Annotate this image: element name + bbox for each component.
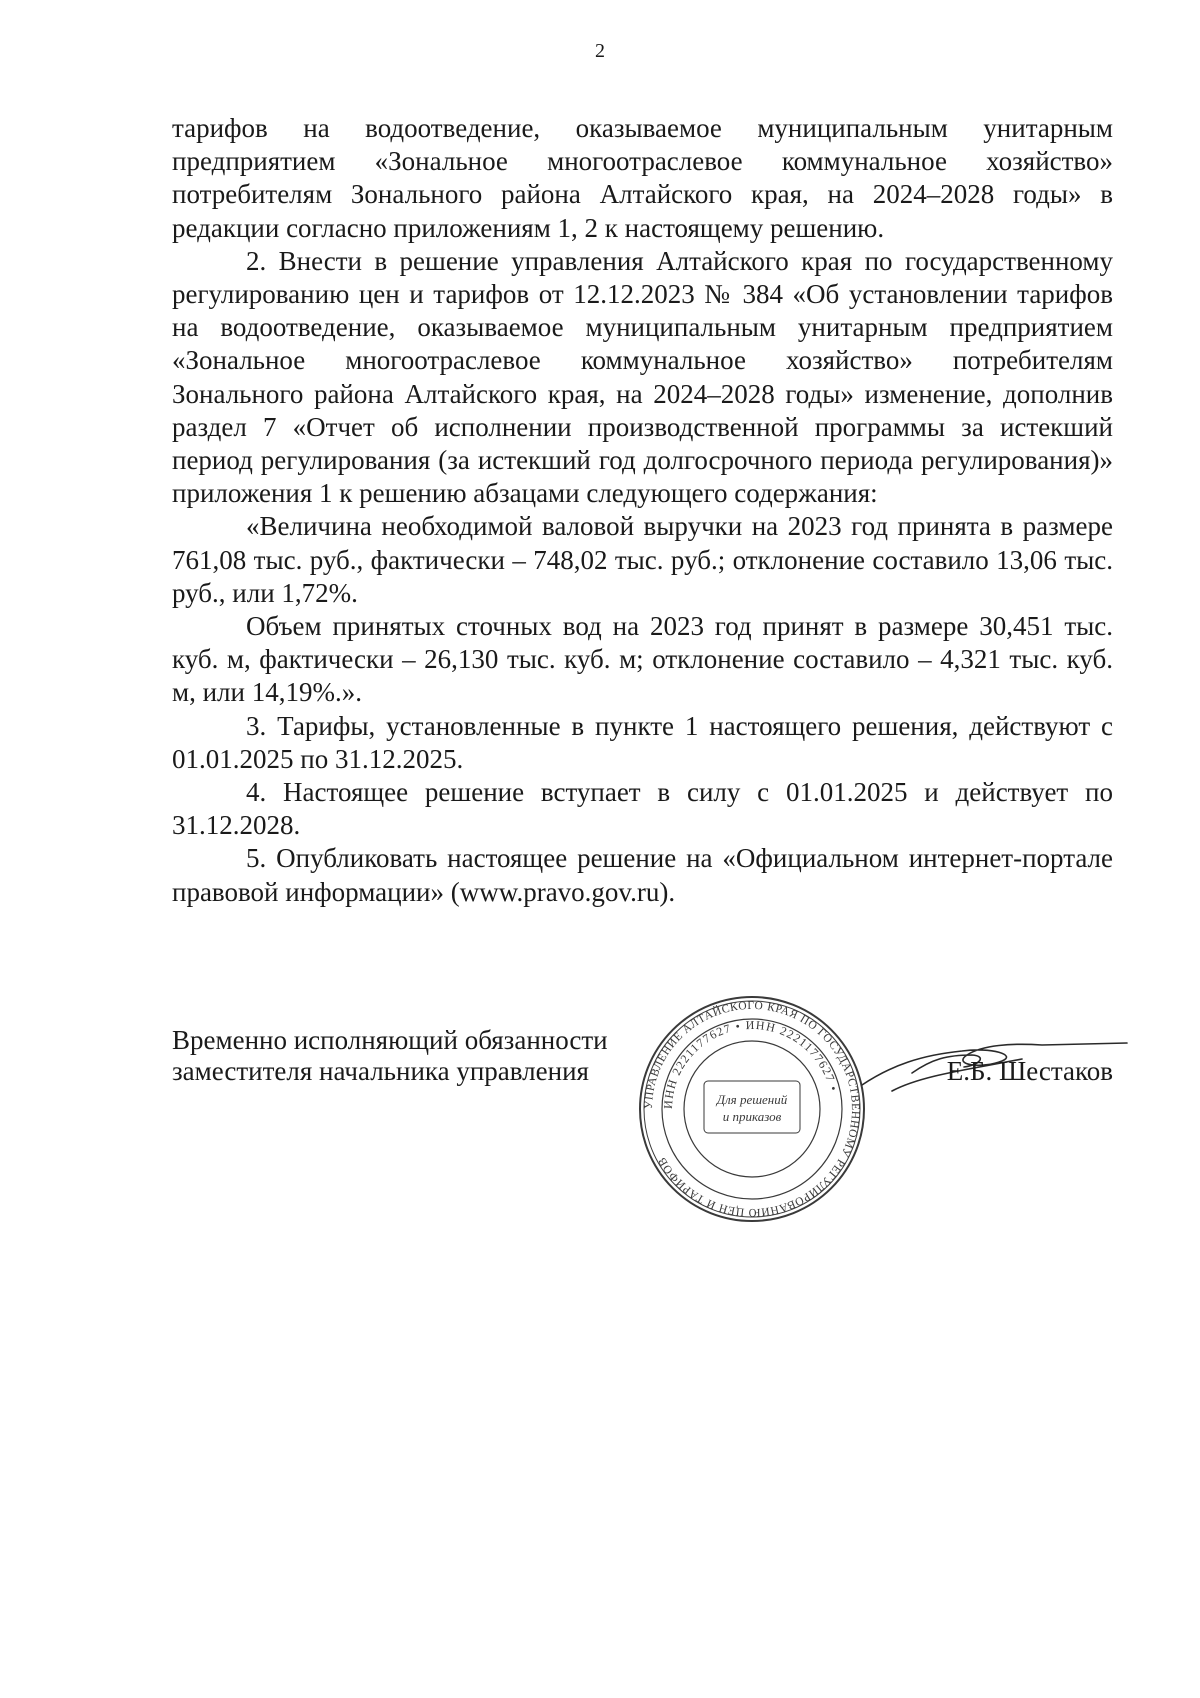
paragraph-continuation: тарифов на водоотведение, оказываемое муниципальным унитарным предприятием «Зональное многоотраслевое коммунальное хозяйство» потребителям Зонального района Алтайского края, на 2024–2028 годы» в редакции согласно приложениям 1, 2 к настоящему решению. [172, 113, 1113, 243]
signatory-title-line2: заместителя начальника управления [172, 1056, 589, 1086]
page-number: 2 [595, 40, 605, 62]
signature-block [172, 999, 1113, 1245]
signatory-title [172, 1025, 608, 1087]
document-body [172, 112, 1113, 909]
paragraph-item-5: 5. Опубликовать настоящее решение на «Официальном интернет-портале правовой информации» (www.pravo.gov.ru). [172, 843, 1113, 907]
seal-center-line1: Для решений [716, 1092, 788, 1107]
paragraph-item-4: 4. Настоящее решение вступает в силу с 01.01.2025 и действует по 31.12.2028. [172, 777, 1113, 841]
seal-inner-text: ИНН 2221177627 • ИНН 2221177627 • [660, 1017, 842, 1110]
seal-center-line2: и приказов [722, 1109, 782, 1124]
paragraph-item-3: 3. Тарифы, установленные в пункте 1 настоящего решения, действуют с 01.01.2025 по 31.12.2025. [172, 710, 1113, 774]
signatory-name: Е.Б. Шестаков [946, 1056, 1113, 1086]
paragraph-quote-volume: Объем принятых сточных вод на 2023 год принят в размере 30,451 тыс. куб. м, фактически – 26,130 тыс. куб. м; отклонение составило – 4,321 тыс. куб. м, или 14,19%.». [172, 611, 1113, 708]
paragraph-item-2: 2. Внести в решение управления Алтайского края по государственному регулированию цен и тарифов от 12.12.2023 № 384 «Об установлении тарифов на водоотведение, оказываемое муниципальным унитарным предприятием «Зональное многоотраслевое коммунальное хозяйство» потребителям Зонального района Алтайского края, на 2024–2028 годы» изменение, дополнив раздел 7 «Отчет об исполнении производственной программы за истекший период регулирования (за истекший год долгосрочного периода регулирования)» приложения 1 к решению абзацами следующего содержания: [172, 245, 1113, 509]
official-seal [636, 993, 868, 1225]
paragraph-quote-revenue: «Величина необходимой валовой выручки на 2023 год принята в размере 761,08 тыс. руб., фактически – 748,02 тыс. руб.; отклонение составило 13,06 тыс. руб., или 1,72%. [172, 511, 1113, 608]
seal-outer-text: УПРАВЛЕНИЕ АЛТАЙСКОГО КРАЯ ПО ГОСУДАРСТВЕННОМУ РЕГУЛИРОВАНИЮ ЦЕН И ТАРИФОВ [642, 999, 862, 1219]
signatory-title-line1: Временно исполняющий обязанности [172, 1025, 608, 1055]
